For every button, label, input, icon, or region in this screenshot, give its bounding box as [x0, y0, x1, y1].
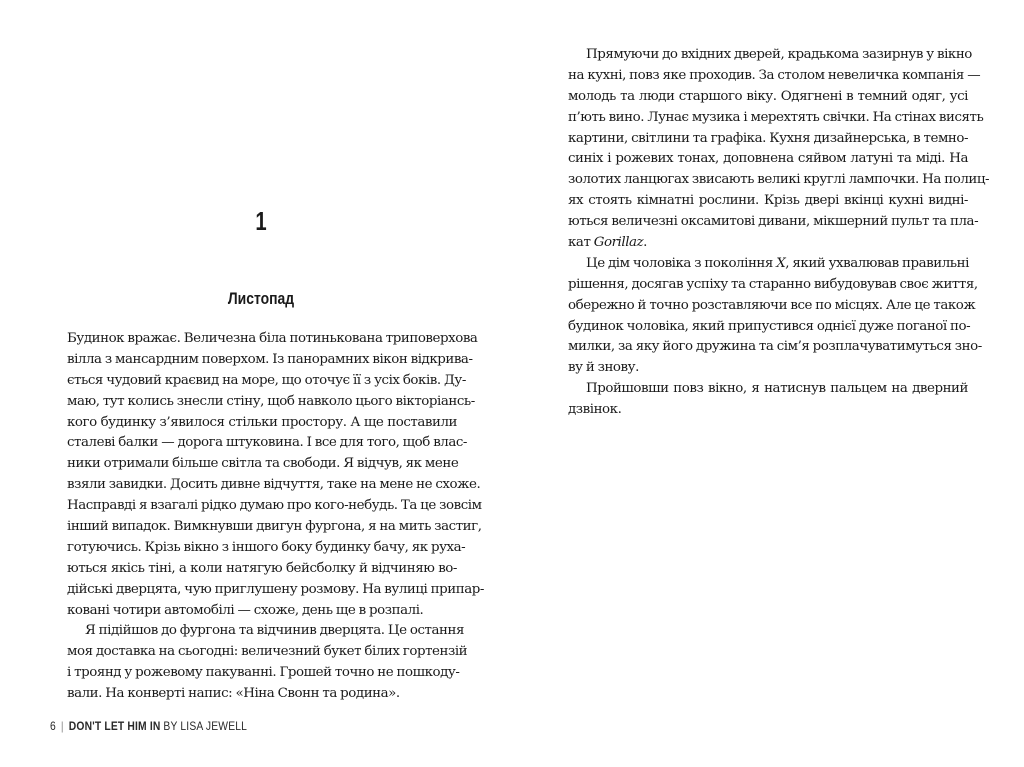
left-page-body-text — [67, 329, 484, 705]
text-fragment: кат — [568, 235, 594, 251]
text-fragment: , який ухвалював правильні — [785, 255, 969, 271]
text-line: вілла з мансардним поверхом. Із панорамних вікон відкрива- — [67, 351, 473, 367]
text-line: маю, тут колись знесли стіну, щоб навколо цього вікторіансь- — [67, 393, 475, 409]
text-line: дзвінок. — [568, 402, 622, 418]
text-line: молодь та люди старшого віку. Одягнені в темний одяг, усі — [568, 88, 968, 104]
text-line: на кухні, повз яке проходив. За столом невеличка компанія — — [568, 67, 981, 83]
text-line: Я підійшов до фургона та відчинив дверцята. Це остання — [85, 623, 464, 639]
text-line: ву й знову. — [568, 360, 639, 376]
text-line: ються якісь тіні, а коли натягую бейсболку й відчиняю во- — [67, 560, 457, 576]
right-page-body-text — [568, 45, 990, 421]
text-line: ковані чотири автомобілі — схоже, день ще в розпалі. — [67, 602, 424, 618]
text-line: Насправді я взагалі рідко думаю про кого-небудь. Та це зовсім — [67, 498, 482, 514]
text-line: взяли завидки. Досить дивне відчуття, таке на мене не схоже. — [67, 477, 481, 493]
text-line: Прямуючи до вхідних дверей, крадькома зазирнув у вікно — [586, 47, 972, 62]
footer-separator: | — [60, 719, 64, 733]
band-name: Gorillaz — [593, 235, 644, 251]
text-line: ники отримали більше світла та свободи. Я відчув, як мене — [67, 456, 459, 472]
text-line: дійські дверцята, чую приглушену розмову. На вулиці припар- — [67, 581, 484, 597]
text-line: картини, світлини та графіка. Кухня дизайнерська, в темно- — [568, 130, 969, 146]
text-line: кого будинку з’явилося стільки простору. А ще поставили — [67, 414, 457, 430]
text-line: п’ють вино. Лунає музика і мерехтять свічки. На стінах висять — [568, 109, 984, 125]
text-line: сталеві балки — дорога штуковина. І все для того, щоб влас- — [67, 435, 468, 451]
page-number: 6 — [50, 719, 56, 733]
text-line: ях стоять кімнатні рослини. Крізь двері вкінці кухні видні- — [568, 193, 968, 209]
text-line: золотих ланцюгах звисають великі круглі лампочки. На полиц- — [568, 172, 990, 188]
text-line: моя доставка на сьогодні: величезний букет білих гортензій — [67, 644, 468, 660]
text-line: Будинок вражає. Величезна біла потинькована триповерхова — [67, 331, 478, 346]
book-author: BY LISA JEWELL — [163, 719, 248, 733]
page-footer — [50, 719, 247, 733]
text-line: готуючись. Крізь вікно з іншого боку будинку бачу, як руха- — [67, 539, 466, 555]
text-line: рішення, досягав успіху та старанно вибудовував своє життя, — [568, 276, 978, 292]
book-title: DON'T LET HIM IN — [68, 719, 161, 733]
text-line: Пройшовши повз вікно, я натиснув пальцем на дверний — [586, 381, 968, 397]
right-page — [512, 0, 1024, 767]
text-line — [568, 254, 968, 275]
text-line: обережно й точно розставляючи все по місцях. Але це також — [568, 297, 976, 313]
text-fragment: Це дім чоловіка з покоління — [586, 255, 777, 271]
generation-letter: X — [776, 255, 786, 271]
text-line: будинок чоловіка, який припустився однієї дуже поганої по- — [568, 318, 971, 334]
text-line — [568, 233, 968, 254]
text-line: вали. На конверті напис: «Ніна Свонн та родина». — [67, 686, 400, 702]
chapter-number: 1 — [255, 206, 267, 236]
text-line: і троянд у рожевому пакуванні. Грошей точно не пошкоду- — [67, 665, 460, 681]
text-line: синіх і рожевих тонах, доповнена сяйвом латуні та міді. На — [568, 151, 968, 167]
text-line: ються величезні оксамитові дивани, мікшерний пульт та пла- — [568, 214, 979, 230]
chapter-title: Листопад — [227, 289, 295, 308]
text-line: милки, за яку його дружина та сім’я розплачуватимуться зно- — [568, 339, 982, 355]
text-line: ється чудовий краєвид на море, що оточує її з усіх боків. Ду- — [67, 372, 466, 388]
text-line: інший випадок. Вимкнувши двигун фургона, я на мить застиг, — [67, 519, 482, 535]
text-fragment: . — [643, 235, 647, 251]
